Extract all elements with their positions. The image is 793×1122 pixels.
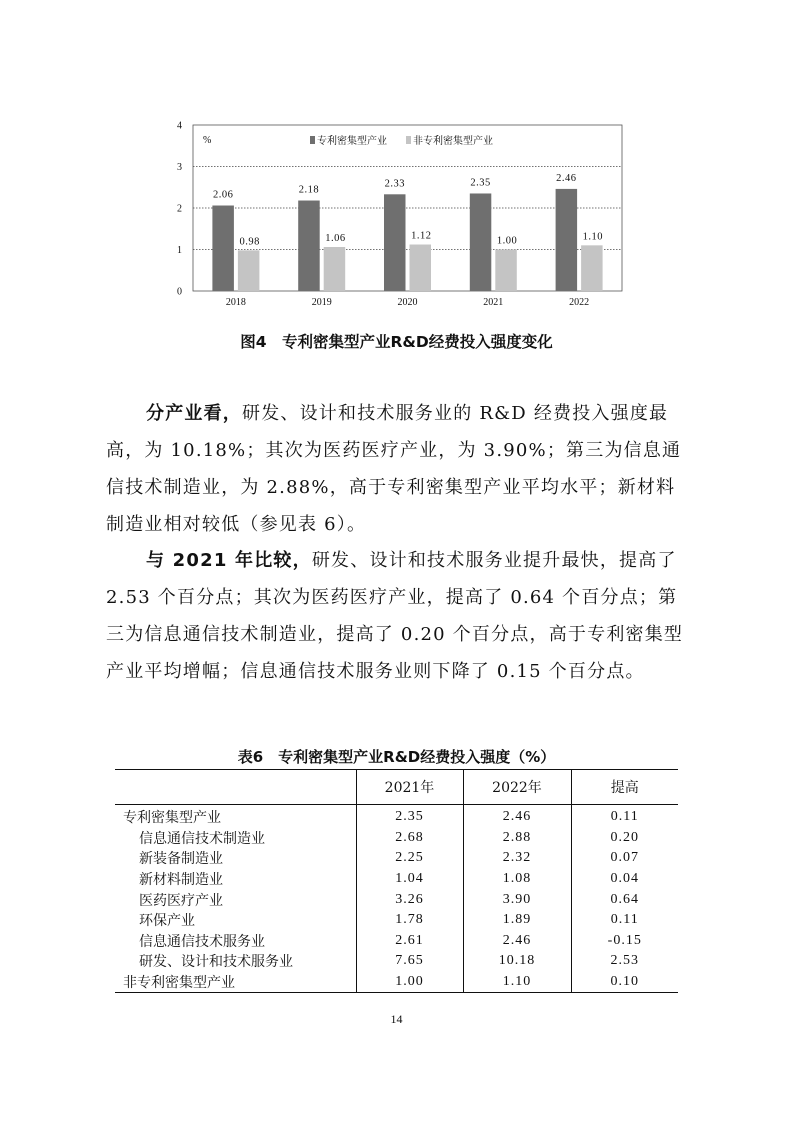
cell-2022: 2.88 [463, 828, 571, 849]
legend-swatch [406, 136, 411, 144]
data-label: 1.06 [325, 233, 346, 245]
table-row [115, 931, 678, 952]
x-tick-label: 2020 [397, 297, 418, 308]
cell-change: -0.15 [571, 931, 678, 952]
header-blank [115, 770, 356, 805]
table-row [115, 910, 678, 931]
y-tick-label: 3 [177, 162, 182, 173]
bar-non-patent [495, 250, 517, 292]
bar-non-patent [410, 245, 432, 291]
row-label: 新材料制造业 [139, 872, 223, 889]
data-label: 0.98 [239, 236, 260, 248]
cell-2022: 2.32 [463, 848, 571, 869]
y-tick-label: 2 [177, 203, 182, 215]
row-label: 专利密集型产业 [123, 810, 221, 827]
cell-2021: 2.68 [356, 828, 463, 849]
paragraph-lead: 分产业看， [146, 403, 242, 424]
data-label: 1.10 [582, 231, 604, 243]
cell-2022: 2.46 [463, 931, 571, 952]
bar-patent [384, 194, 406, 291]
row-label: 新装备制造业 [139, 851, 223, 868]
legend-label: 专利密集型产业 [317, 136, 387, 147]
legend-label: 非专利密集型产业 [413, 136, 493, 147]
cell-change: 0.20 [571, 828, 678, 849]
table-row [115, 951, 678, 972]
cell-2021: 1.04 [356, 869, 463, 890]
chart-svg [165, 110, 632, 315]
cell-2021: 1.00 [356, 972, 463, 993]
data-label: 1.12 [411, 230, 432, 242]
paragraph-yoy-comparison [106, 542, 690, 690]
x-tick-label: 2019 [311, 297, 332, 308]
cell-2021: 3.26 [356, 889, 463, 910]
data-label: 2.06 [212, 189, 234, 201]
bar-non-patent [324, 247, 346, 291]
cell-2021: 1.78 [356, 910, 463, 931]
cell-2022: 3.90 [463, 889, 571, 910]
cell-change: 0.11 [571, 805, 678, 828]
bar-non-patent [238, 250, 260, 291]
row-label: 环保产业 [139, 913, 195, 930]
cell-2022: 10.18 [463, 951, 571, 972]
cell-2022: 1.89 [463, 910, 571, 931]
cell-change: 0.07 [571, 848, 678, 869]
row-label: 信息通信技术服务业 [139, 933, 265, 950]
table-row [115, 869, 678, 890]
cell-2021: 7.65 [356, 951, 463, 972]
paragraph-by-industry [106, 395, 690, 543]
table-row [115, 848, 678, 869]
y-tick-label: 1 [177, 245, 182, 256]
table-row [115, 889, 678, 910]
bar-patent [470, 193, 492, 291]
cell-2021: 2.61 [356, 931, 463, 952]
data-label: 2.33 [384, 178, 405, 190]
paragraph-body: 研发、设计和技术服务业提升最快，提高了 2.53 个百分点；其次为医药医疗产业，提高了 0.64 个百分点；第三为信息通信技术制造业，提高了 0.20 个百分点，高于专利密集型产业平均增幅；信息通信技术服务业则下降了 0.15 个百分点。 [106, 550, 684, 682]
cell-change: 2.53 [571, 951, 678, 972]
row-label: 信息通信技术制造业 [139, 830, 265, 847]
cell-2022: 2.46 [463, 805, 571, 828]
bar-non-patent [581, 245, 603, 291]
header-2021: 2021年 [356, 770, 463, 805]
table-caption: 表6 专利密集型产业R&D经费投入强度（%） [237, 748, 556, 766]
row-label: 医药医疗产业 [139, 892, 223, 909]
header-change: 提高 [571, 770, 678, 805]
header-2022: 2022年 [463, 770, 571, 805]
row-label: 非专利密集型产业 [123, 975, 235, 992]
bar-patent [298, 201, 320, 291]
cell-change: 0.04 [571, 869, 678, 890]
y-unit-label: % [203, 135, 212, 146]
bar-patent [212, 206, 234, 291]
cell-change: 0.11 [571, 910, 678, 931]
y-tick-label: 4 [177, 120, 182, 132]
table-row [115, 972, 678, 993]
data-label: 2.46 [556, 172, 577, 184]
paragraph-lead: 与 2021 年比较， [146, 550, 312, 571]
paragraph-body: 研发、设计和技术服务业的 R&D 经费投入强度最高，为 10.18%；其次为医药医疗产业，为 3.90%；第三为信息通信技术制造业，为 2.88%，高于专利密集型产业平均水平；新材料制造业相对较低（参见表 6）。 [106, 403, 682, 535]
cell-2022: 1.08 [463, 869, 571, 890]
table-header-row [115, 770, 678, 805]
figure-caption: 图4 专利密集型产业R&D经费投入强度变化 [240, 333, 553, 351]
bar-patent [556, 189, 578, 291]
cell-change: 0.64 [571, 889, 678, 910]
data-label: 2.35 [470, 177, 491, 189]
x-tick-label: 2021 [483, 297, 504, 308]
cell-2022: 1.10 [463, 972, 571, 993]
cell-change: 0.10 [571, 972, 678, 993]
table-row [115, 805, 678, 828]
data-label: 2.18 [298, 184, 320, 196]
y-tick-label: 0 [177, 286, 182, 298]
cell-2021: 2.25 [356, 848, 463, 869]
cell-2021: 2.35 [356, 805, 463, 828]
data-label: 1.00 [496, 235, 518, 247]
rd-intensity-table [115, 769, 678, 993]
row-label: 研发、设计和技术服务业 [139, 954, 293, 971]
x-tick-label: 2022 [569, 297, 590, 308]
table-row [115, 828, 678, 849]
page-number: 14 [390, 1012, 403, 1026]
bar-chart [165, 110, 632, 315]
x-tick-label: 2018 [225, 297, 246, 308]
legend-swatch [310, 136, 315, 144]
